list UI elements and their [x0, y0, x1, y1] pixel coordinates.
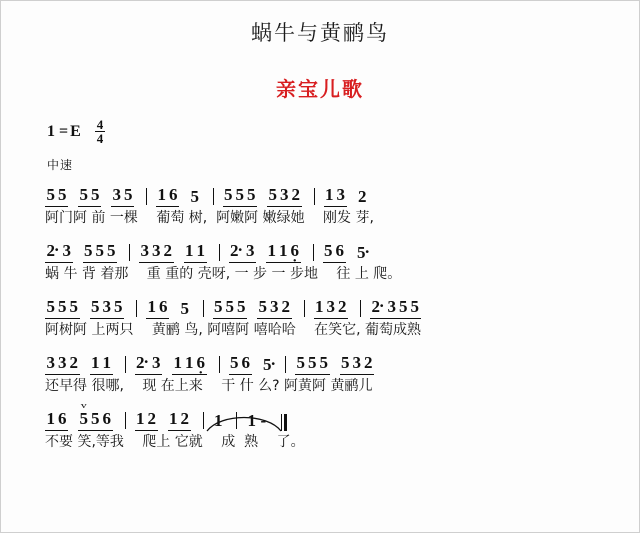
- score-line-3: [45, 293, 609, 343]
- note-group: 1 3 2: [314, 297, 349, 319]
- note-group: 5 3 5: [90, 297, 125, 319]
- lyrics-row-1: 阿门阿 前 一棵 葡萄 树, 阿嫩阿 嫩绿她 刚发 芽,: [45, 209, 374, 226]
- barline: [360, 300, 361, 317]
- barline: [125, 356, 126, 373]
- notation-row-3: [45, 293, 609, 319]
- time-signature-denominator: 4: [96, 131, 104, 147]
- barline: [146, 188, 147, 205]
- key-label: 1 =: [47, 122, 69, 140]
- score-body: [1, 181, 639, 455]
- note-group: 5 3 2: [257, 297, 292, 319]
- subtitle: 亲宝儿歌: [276, 77, 364, 101]
- notation-row-1: [45, 181, 609, 207]
- note-group: 5 5 5: [295, 353, 330, 375]
- tempo-marking: 中速: [47, 157, 74, 172]
- note-group: 1 1: [184, 241, 207, 263]
- note-group: 5: [180, 298, 189, 318]
- score-line-5: [45, 405, 609, 455]
- note-group: 1 -: [247, 410, 267, 430]
- note-group: 5 6: [323, 241, 346, 263]
- note-group: 5 5 5: [223, 185, 258, 207]
- key-value: E: [70, 122, 81, 140]
- note-group: 2 · 3: [45, 241, 73, 263]
- barline: [313, 244, 314, 261]
- note-group: 2 · 3: [229, 241, 257, 263]
- score-metadata: [1, 118, 639, 146]
- lyrics-row-3: 阿树阿 上两只 黄鹂 鸟, 阿嘻阿 嘻哈哈 在笑它, 葡萄成熟: [45, 321, 422, 338]
- score-line-2: [45, 237, 609, 287]
- score-line-1: [45, 181, 609, 231]
- note-group: 1: [213, 411, 225, 431]
- barline: [304, 300, 305, 317]
- time-signature-numerator: 4: [96, 117, 104, 132]
- note-group: v 5 5 6: [78, 409, 113, 431]
- notation-row-5: [45, 405, 609, 431]
- barline: [219, 244, 220, 261]
- barline: [213, 188, 214, 205]
- note-group: 1 1 6 ·: [266, 241, 301, 263]
- note-group: 1 1 6 ·: [172, 353, 207, 375]
- note-group: 5 6: [229, 353, 252, 375]
- note-group: 1 3: [324, 185, 347, 207]
- note-group: 5: [190, 186, 199, 206]
- key-signature: [47, 118, 639, 146]
- note-group: 1 2: [135, 409, 158, 431]
- note-group: 3 3 2: [45, 353, 80, 375]
- score-line-4: [45, 349, 609, 399]
- notation-row-2: [45, 237, 609, 263]
- barline: [219, 356, 220, 373]
- barline: [285, 356, 286, 373]
- note-group: 5 3 2: [340, 353, 375, 375]
- lyrics-row-4: 还早得 很哪, 现 在上来 干 什 么? 阿黄阿 黄鹂儿: [45, 377, 373, 394]
- note-group: 5 5: [78, 185, 101, 207]
- notation-row-4: [45, 349, 609, 375]
- note-group: 5 5: [45, 185, 68, 207]
- barline: [203, 412, 204, 429]
- note-group: 5 ·: [356, 243, 368, 263]
- note-group: 5 5 5: [45, 297, 80, 319]
- note-group: 1 6: [45, 409, 68, 431]
- barline: [136, 300, 137, 317]
- note-group: 5 ·: [262, 355, 274, 375]
- note-group: 1 6: [156, 185, 179, 207]
- barline: [314, 188, 315, 205]
- lyrics-row-2: 蜗 牛 背 着那 重 重的 壳呀, 一 步 一 步地 往 上 爬。: [45, 265, 402, 282]
- note-group: 2 · 3 5 5: [370, 297, 421, 319]
- note-group: 3 3 2: [139, 241, 174, 263]
- lyrics-row-5: 不要 笑,等我 爬上 它就 成 熟 了。: [45, 433, 305, 450]
- note-group: 2: [358, 186, 367, 206]
- note-group: 5 3 2: [267, 185, 302, 207]
- note-group: 5 5 5: [83, 241, 118, 263]
- note-group: 1 1: [90, 353, 113, 375]
- note-group: 1 6: [146, 297, 169, 319]
- note-group: 5 5 5: [213, 297, 248, 319]
- barline: [203, 300, 204, 317]
- page-title: 蜗牛与黄鹂鸟: [251, 21, 389, 45]
- time-signature: [95, 118, 106, 146]
- note-group: 2 · 3: [135, 353, 163, 375]
- barline: [125, 412, 126, 429]
- note-group: 3 5: [111, 185, 134, 207]
- note-group: 1 2: [168, 409, 191, 431]
- barline: [129, 244, 130, 261]
